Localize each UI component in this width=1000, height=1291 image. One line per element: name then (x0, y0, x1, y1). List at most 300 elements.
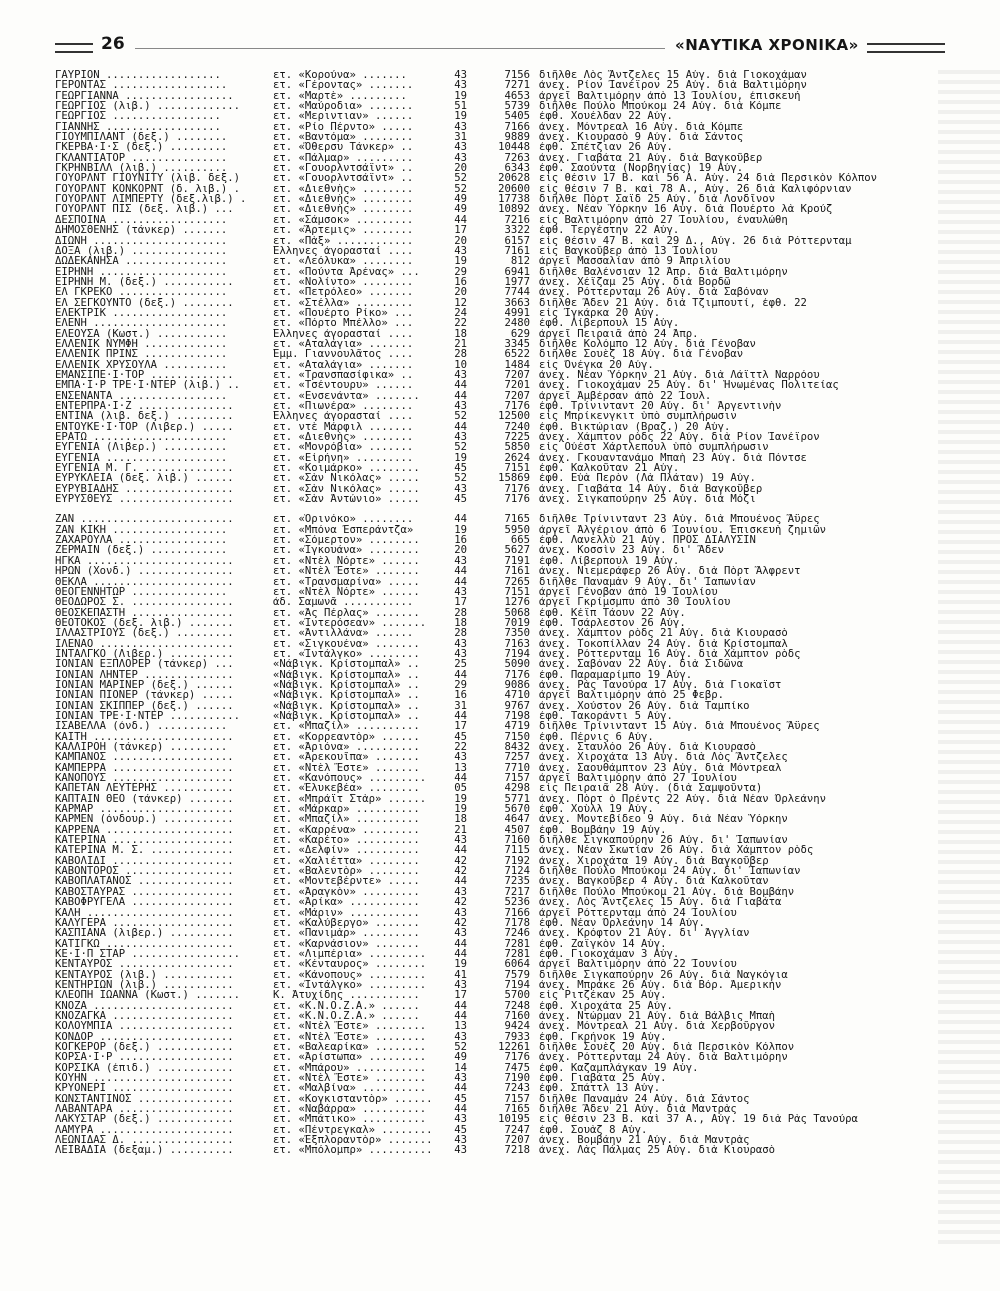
ship-name: ΙΟΝΙΑΝ ΠΙΟΝΕΡ (τάνκερ) ..... (55, 690, 234, 701)
agent: ετ. «Μπαζίλ» .......... (273, 721, 420, 732)
ship-name: ΚΟΝΔΟΡ ..................... (55, 1031, 234, 1042)
report: διῆλθε Σουὲζ 18 Αὐγ. διὰ Γένοβαν (539, 349, 744, 360)
agent: Ἐμμ. Γιαννουλᾶτος .... (273, 349, 414, 360)
report: ἀργεῖ Ἀμβέρσαν ἀπὸ 22 Ἰουλ. (539, 390, 712, 401)
ship-row (55, 566, 945, 576)
report: ἀνεχ. Μόντρεαλ 16 Αὐγ. διὰ Κόμπε (539, 121, 744, 133)
report: ἐφθ. Τρίνινταντ 20 Αὐγ. δι' Ἀργεντινὴν (539, 401, 782, 412)
report: ἐφθ. Καζαμπλάγκαν 19 Αὐγ. (539, 1062, 699, 1073)
report: ἀνεχ. Μπράκε 26 Αὐγ. διὰ Βόρ. Ἀμερικὴν (539, 979, 782, 991)
header-thin-rule (135, 48, 665, 49)
ship-row (55, 597, 945, 607)
report: ἐφθ. Βικτώριαν (Βραζ.) 20 Αὐγ. (539, 421, 731, 433)
report: ἀνεχ. Βομβάην 21 Αὐγ. διὰ Μαντρὰς (539, 1135, 750, 1146)
report: διῆλθε Βαλένσιαν 12 Ἀπρ. διὰ Βαλτιμόρην (539, 266, 788, 277)
report: ἐφθ. Γιαβάτα 25 Αὐγ. (539, 1073, 667, 1084)
year: 31 (454, 132, 467, 143)
ship-row (55, 835, 945, 845)
ship-name: ΘΕΟΓΕΝΝΗΤΩΡ ............... (55, 586, 228, 598)
year: 44 (454, 576, 467, 587)
tonnage: 9086 (504, 679, 530, 691)
year: 18 (454, 328, 467, 339)
report: εἰς Βαλτιμόρην ἀπὸ 27 Ἰουλίου, ἐναυλώθη (539, 214, 788, 226)
tonnage: 5068 (504, 607, 530, 618)
ship-row (55, 711, 945, 721)
ship-row (55, 514, 945, 524)
agent: ετ. «Ναβάρρα» .......... (273, 1104, 427, 1115)
tonnage: 7198 (504, 710, 530, 722)
ship-name: ΓΟΥΟΡΛΝΤ ΓΙΟΥΝΙΤΥ (λιβ. δεξ.) (55, 173, 240, 184)
ship-name: ΙΟΝΙΑΝ ΣΚΙΠΠΕΡ (δεξ.) ...... (55, 700, 234, 711)
year: 52 (454, 183, 467, 195)
agent: ετ. «Ἀς Πέρλας» ....... (273, 607, 420, 618)
tonnage: 5627 (504, 545, 530, 556)
ship-row (55, 370, 945, 380)
report: διῆλθε Παναμὰν 9 Αὐγ. δι' Ἰαπωνίαν (539, 576, 756, 587)
ship-name: ΓΚΕΡΒΑ·Ι·Σ (δεξ.) ......... (55, 142, 228, 153)
tonnage: 7163 (504, 638, 530, 649)
report: ἀνεχ. Κρόφτον 21 Αὐγ. δι' Ἀγγλίαν (539, 928, 750, 939)
tonnage: 7246 (504, 928, 530, 939)
ship-row (55, 649, 945, 659)
report: ἀνεχ. Κιουρασὸ 9 Αὐγ. διὰ Σάντος (539, 132, 744, 143)
ship-name: ΚΑΒΟΣΤΑΥΡΑΣ ................ (55, 886, 234, 898)
ship-row (55, 422, 945, 432)
tonnage: 9767 (504, 700, 530, 711)
ship-name: ΛΑΒΑΝΤΑΡΑ .................. (55, 1104, 234, 1115)
ship-name: ΚΟΓΚΕΡΟΡ (δεξ.) ............ (55, 1041, 234, 1053)
report: ἀνεχ. Γιαβάτα 14 Αὐγ. διὰ Βαγκοῦβερ (539, 483, 763, 495)
report: ἀργεῖ Ρόττερνταμ ἀπὸ 24 Ἰουλίου (539, 907, 737, 918)
ship-row (55, 1135, 945, 1145)
report: ἐφθ. Χιροχάτα 25 Αὐγ. (539, 1000, 673, 1011)
tonnage: 3663 (504, 297, 530, 308)
ship-name: ΕΛΕΚΤΡΙΚ .................. (55, 307, 228, 319)
report: εἰς θέσιν 17 Β. καὶ 56 Α. Αὐγ. 24 διὰ Περσικὸν Κόλπον (539, 173, 878, 184)
year: 16 (454, 535, 467, 546)
ship-row (55, 690, 945, 700)
report: ἀνεχ. Χιροχάτα 19 Αὐγ. διὰ Βαγκοῦβερ (539, 855, 769, 867)
tonnage: 7257 (504, 752, 530, 763)
ship-name: ΚΟΥΗΝ ...................... (55, 1073, 234, 1084)
ship-row (55, 1052, 945, 1062)
ship-name: ΚΑΒΟΠΛΑΤΑΝΟΣ ............... (55, 876, 234, 887)
year: 43 (454, 835, 467, 846)
agent: ετ. «Μοντεβέρντε» ..... (273, 876, 420, 887)
agent: ετ. «Γουορλντσάϊντ» .. (273, 163, 414, 174)
agent: ἀδ. Σαμωνᾶ ........... (273, 597, 414, 608)
year: 42 (454, 855, 467, 867)
ship-name: ΚΕΝΤΗΡΙΩΝ (λιβ.) ........... (55, 979, 234, 991)
ship-name: ΚΑΠΤΑΙΝ ΘΕΟ (τάνκερ) ....... (55, 793, 234, 805)
tonnage: 7194 (504, 648, 530, 660)
report: ἐφθ. Λίβερπουλ 15 Αὐγ. (539, 318, 680, 329)
tonnage: 7124 (504, 866, 530, 877)
tonnage: 5670 (504, 804, 530, 815)
ship-row (55, 91, 945, 101)
ship-name: ΙΝΤΑΛΓΚΟ (Λιβερ.) .......... (55, 648, 234, 660)
ship-name: ΕΜΑΝΣΙΠΕ·Ι·ΤΟΡ ............. (55, 369, 234, 381)
ship-name: ΚΑΒΟΝΤΟΡΟΣ ................. (55, 866, 234, 877)
ship-row (55, 535, 945, 545)
year: 16 (454, 276, 467, 288)
ship-name: ΚΑΡΜΕΝ (ὀνδουρ.) ........... (55, 814, 234, 825)
ship-row (55, 70, 945, 80)
year: 43 (454, 648, 467, 660)
agent: ετ. «Πόρτο Μπέλλο» ... (273, 318, 414, 329)
report: ἀνεχ. Κοσσὶν 23 Αὐγ. δι' Ἄδεν (539, 545, 724, 556)
ship-row (55, 173, 945, 183)
agent: ετ. «Καρνάσιον» ....... (273, 938, 420, 949)
report: ἀνεχ. Μοντεβίδεο 9 Αὐγ. διὰ Νέαν Ὑόρκην (539, 814, 788, 825)
report: ἀνεχ. Ρὰς Τανούρα 17 Αὐγ. διὰ Γιοκαΐστ (539, 679, 782, 691)
year: 42 (454, 866, 467, 877)
report: ἐφθ. Τσάρλεστον 26 Αὐγ. (539, 617, 686, 629)
year: 19 (454, 452, 467, 464)
report: ἐφθ. Τακοράντι 5 Αὐγ. (539, 710, 673, 722)
ship-row (55, 701, 945, 711)
year: 43 (454, 752, 467, 763)
tonnage: 7350 (504, 628, 530, 639)
tonnage: 7161 (504, 245, 530, 257)
ship-name: ΚΑΒΟΦΡΥΓΕΛΑ ................ (55, 897, 234, 908)
report: ἀνεχ. Νέαν Ὑόρκην 21 Αὐγ. διὰ Λάϊττλ Ναρρόου (539, 369, 820, 381)
agent: ετ. «Κ.Ν.Ο.Ζ.Α.» ...... (273, 1010, 420, 1022)
ship-name: ΕΜΠΑ·Ι·Ρ ΤΡΕ·Ι·ΝΤΕΡ (λιβ.) .. (55, 380, 240, 391)
tonnage: 7176 (504, 1052, 530, 1063)
page-header (55, 34, 945, 58)
tonnage: 6157 (504, 235, 530, 246)
tonnage: 7207 (504, 369, 530, 381)
tonnage: 15869 (498, 473, 530, 484)
report: εἰς Πειραιᾶ 28 Αὐγ. (διὰ Σαμψοῦντα) (539, 783, 763, 794)
ship-row (55, 184, 945, 194)
ship-row (55, 949, 945, 959)
year: 45 (454, 1093, 467, 1105)
report: ἀνεχ. Σταυλόο 26 Αὐγ. διὰ Κιουρασὸ (539, 742, 756, 753)
year: 43 (454, 1031, 467, 1042)
year: 52 (454, 442, 467, 453)
ship-name: ΕΛ ΓΚΡΕΚΟ ................. (55, 287, 228, 298)
agent: ετ. «Αταλάγια» ....... (273, 338, 414, 350)
year: 20 (454, 287, 467, 298)
report: διῆλθε Κολόμπο 12 Αὐγ. διὰ Γένοβαν (539, 338, 756, 350)
ship-name: ΕΛΕΝΗ ..................... (55, 318, 228, 329)
ship-row (55, 1125, 945, 1135)
agent: ετ. «Ἀριόνα» .......... (273, 742, 420, 753)
tonnage: 12261 (498, 1041, 530, 1053)
ship-row (55, 1042, 945, 1052)
report: διῆλθε Πὸρτ Σαΐδ 25 Αὐγ. διὰ Λονδῖνον (539, 194, 775, 205)
agent: ετ. «Κοιμάρκο» ........ (273, 463, 420, 474)
agent: ετ. «Μάρκαρ» .......... (273, 804, 420, 815)
report: ἀργεῖ Μασσαλίαν ἀπὸ 9 Ἀπριλίου (539, 256, 731, 267)
report: ἐφθ. Σαούντα (Νορβηγίας) 19 Αὐγ. (539, 163, 744, 174)
year: 17 (454, 225, 467, 236)
report: ἐφθ. Χουέλδαν 22 Αὐγ. (539, 111, 673, 122)
ship-row (55, 639, 945, 649)
agent: ετ. «Μπράϊτ Στὰρ» ...... (273, 793, 427, 805)
tonnage: 1977 (504, 276, 530, 288)
tonnage: 7176 (504, 483, 530, 495)
ship-movements-list (55, 70, 945, 1156)
ship-name: ΗΓΚΑ ....................... (55, 555, 234, 567)
ship-row (55, 1145, 945, 1155)
report: ἀνεχ. Τοκοπίλλαν 24 Αὐγ. διὰ Κρίστομπαλ (539, 638, 788, 649)
agent: ετ. «Ρίο Πέρντο» ..... (273, 121, 414, 133)
year: 43 (454, 638, 467, 649)
tonnage: 5850 (504, 442, 530, 453)
report: ἀργεῖ Βαλτιμόρην ἀπὸ 13 Ἰουλίου, ἐπισκευή (539, 90, 801, 102)
agent: ετ. «Πουέρτο Ρίκο» ... (273, 307, 414, 319)
ship-row (55, 463, 945, 473)
year: 45 (454, 731, 467, 742)
agent: ετ. «Ντὲλ Νόρτε» ...... (273, 555, 420, 567)
tonnage: 6064 (504, 959, 530, 970)
tonnage: 7933 (504, 1031, 530, 1042)
ship-row (55, 236, 945, 246)
year: 42 (454, 917, 467, 929)
tonnage: 17738 (498, 194, 530, 205)
agent: ετ. «Χαλιέττα» ........ (273, 855, 420, 867)
ship-name: ΓΕΩΡΓΙΑΝΝΑ ................. (55, 90, 234, 102)
ship-name: ΚΑΛΗ ....................... (55, 907, 234, 918)
ship-row (55, 142, 945, 152)
tonnage: 4647 (504, 814, 530, 825)
agent: ετ. «Ἀρίκα» ........... (273, 897, 420, 908)
ship-row (55, 773, 945, 783)
ship-name: ΔΗΜΟΣΘΕΝΗΣ (τάνκερ) ....... (55, 225, 228, 236)
year: 43 (454, 586, 467, 598)
ship-name: ΚΑΤΕΡΙΝΑ Μ. Σ. ............. (55, 845, 234, 856)
year: 43 (454, 432, 467, 443)
agent: ετ. «Μπάρου» ........... (273, 1062, 427, 1073)
ship-row (55, 939, 945, 949)
agent: Ἕλληνες ἀγορασταί .... (273, 245, 414, 257)
tonnage: 7579 (504, 969, 530, 980)
agent: ετ. «Ἰντάλγκο» ........ (273, 648, 420, 660)
year: 17 (454, 597, 467, 608)
year: 45 (454, 463, 467, 474)
ship-name: ΙΟΝΙΑΝ ΤΡΕ·Ι·ΝΤΕΡ ........... (55, 710, 240, 722)
agent: ετ. «Ἰγκουάνα» ........ (273, 545, 420, 556)
report: ἀργεῖ Βαλτιμόρην ἀπὸ 22 Ἰουνίου (539, 959, 737, 970)
agent: ετ. «Ντὲλ Ἔστε» ........ (273, 1031, 427, 1042)
agent: ετ. «Λεόλυκα» ........ (273, 256, 414, 267)
tonnage: 7192 (504, 855, 530, 867)
year: 43 (454, 1135, 467, 1146)
agent: ετ. «Ἀραγκὸν» ......... (273, 886, 420, 898)
year: 44 (454, 1104, 467, 1115)
year: 19 (454, 90, 467, 102)
agent: ετ. «Αταλάγια» ....... (273, 359, 414, 370)
ship-name: ΕΙΡΗΝΗ .................... (55, 266, 228, 277)
tonnage: 665 (510, 535, 530, 546)
year: 52 (454, 411, 467, 422)
year: 44 (454, 380, 467, 391)
ship-name: ΙΣΑΒΕΛΛΑ (ὀνδ.) ........... (55, 721, 228, 732)
tonnage: 6522 (504, 349, 530, 360)
year: 24 (454, 307, 467, 319)
ship-row (55, 308, 945, 318)
tonnage: 5700 (504, 990, 530, 1001)
report: ἐφθ. Νέαν Ὀρλεάνην 14 Αὐγ. (539, 917, 705, 929)
ship-name: ΕΛΛΕΝΙΚ ΠΡΙΝΣ ............. (55, 349, 228, 360)
agent: Ἕλληνες ἀγορασταί .... (273, 411, 414, 422)
report: ἀνεχ. Λὰς Πάλμας 25 Αὐγ. διὰ Κιουρασὸ (539, 1145, 775, 1156)
ship-name: ΓΟΥΟΡΛΝΤ ΛΙΜΠΕΡΤΥ (δεξ.λιβ.) . (55, 194, 247, 205)
report: ἀνεχ. Ρόττερνταμ 24 Αὐγ. διὰ Βαλτιμόρην (539, 1052, 788, 1063)
agent: Ἕλληνες ἀγορασταί .... (273, 328, 414, 339)
report: ἐφθ. Σπάττλ 13 Αὐγ. (539, 1083, 661, 1094)
ship-name: ΕΡΑΤΩ ..................... (55, 432, 228, 443)
year: 29 (454, 679, 467, 691)
ship-row (55, 360, 945, 370)
tonnage: 7710 (504, 762, 530, 774)
agent: ετ. «Ντὲλ Ἔστε» ....... (273, 566, 420, 577)
year: 44 (454, 845, 467, 856)
year: 18 (454, 617, 467, 629)
ship-name: ΚΑΤΕΡΙΝΑ ................... (55, 835, 234, 846)
ship-name: ΚΩΝΣΤΑΝΤΙΝΟΣ ............... (55, 1093, 234, 1105)
agent: ετ. «Διεθνὴς» ........ (273, 183, 414, 195)
ship-row (55, 628, 945, 638)
tonnage: 7217 (504, 886, 530, 898)
ship-name: ΕΥΡΥΒΙΑΔΗΣ ................. (55, 483, 234, 495)
year: 43 (454, 483, 467, 495)
year: 43 (454, 121, 467, 133)
agent: ετ. «Σὰν Νικόλας» ..... (273, 483, 420, 495)
report: ἀνεχ. Βαγκοῦβερ 4 Αὐγ. διὰ Καλκοῦταν (539, 876, 769, 887)
year: 44 (454, 390, 467, 401)
ship-name: ΓΟΥΟΡΛΝΤ ΚΟΝΚΟΡΝΤ (δ. λιβ.) . (55, 183, 240, 195)
year: 44 (454, 948, 467, 960)
report: διῆλθε Σουὲζ 20 Αὐγ. διὰ Περσικὸν Κόλπον (539, 1041, 795, 1053)
ship-name: ΕΥΓΕΝΙΑ (Λιβερ.) .......... (55, 442, 228, 453)
ship-name: ΘΕΚΛΑ ...................... (55, 576, 234, 587)
ship-name: ΕΥΡΥΚΛΕΙΑ (δεξ. λιβ.) ...... (55, 473, 234, 484)
ship-row (55, 1021, 945, 1031)
ship-row (55, 814, 945, 824)
ship-name: ΘΕΟΣΚΕΠΑΣΤΗ ................ (55, 607, 234, 618)
tonnage: 7151 (504, 463, 530, 474)
tonnage: 7240 (504, 421, 530, 433)
year: 12 (454, 297, 467, 308)
ship-row (55, 525, 945, 535)
report: ἐφθ. Γιοκοχάμαν 3 Αὐγ. (539, 948, 680, 960)
ship-name: ΘΕΟΤΟΚΟΣ (δεξ. λιβ.) ....... (55, 617, 234, 629)
ship-name: ΓΑΥΡΙΟΝ .................. (55, 70, 221, 81)
tonnage: 5739 (504, 101, 530, 112)
ship-name: ΕΝΣΕΝΑΝΤΑ ................. (55, 390, 228, 401)
ship-name: ΕΥΡΥΣΘΕΥΣ .................. (55, 494, 234, 505)
tonnage: 8432 (504, 742, 530, 753)
ship-name: ΕΛΛΕΝΙΚ ΧΡΥΣΟΥΛΑ .......... (55, 359, 228, 370)
tonnage: 7744 (504, 287, 530, 298)
report: εἰς θέσιν 47 Β. καὶ 29 Δ., Αὐγ. 26 διὰ Ρόττερνταμ (539, 235, 852, 246)
report: ἐφθ. Ζαϊγκὸν 14 Αὐγ. (539, 938, 667, 949)
agent: ετ. «Ντὲλ Ἔστε» ........ (273, 1021, 427, 1032)
report: ἐφθ. Παραμαρίμπο 19 Αὐγ. (539, 669, 693, 680)
year: 44 (454, 1083, 467, 1094)
ship-name: ΚΡΥΟΝΕΡΙ ................... (55, 1083, 234, 1094)
report: ἐφθ. Τεργέστην 22 Αὐγ. (539, 225, 680, 236)
ship-row (55, 752, 945, 762)
agent: ετ. «Σάμσοκ» ......... (273, 214, 414, 226)
tonnage: 7151 (504, 586, 530, 598)
tonnage: 7161 (504, 566, 530, 577)
agent: ετ. «Διεθνὴς» ........ (273, 194, 414, 205)
agent: ετ. «Ἀντιλλάνα» ...... (273, 628, 414, 639)
year: 44 (454, 669, 467, 680)
ship-name: ΚΝΟΖΑ ...................... (55, 1000, 234, 1011)
tonnage: 7248 (504, 1000, 530, 1011)
tonnage: 7281 (504, 948, 530, 960)
agent: ετ. «Ὁρινόκο» ........ (273, 514, 414, 525)
ship-row (55, 670, 945, 680)
agent: ετ. «Καλύβεργο» ....... (273, 917, 420, 929)
ship-name: ΗΡΩΝ (Χονδ.) ............... (55, 566, 234, 577)
report: ἀνεχ. Νιεμεράφερ 26 Αὐγ. διὰ Πὸρτ Ἄλφρεντ (539, 566, 801, 577)
ship-name: ΛΑΜΥΡΑ ..................... (55, 1124, 234, 1136)
report: ἐφθ. Βομβάην 19 Αὐγ. (539, 824, 667, 836)
agent: ετ. «Διεθνὴς» ........ (273, 204, 414, 215)
ship-row (55, 132, 945, 142)
tonnage: 4507 (504, 824, 530, 836)
ship-name: ΙΟΝΙΑΝ ΕΞΠΛΟΡΕΡ (τάνκερ) ... (55, 659, 234, 670)
agent: ετ. «Μαύροδια» ....... (273, 101, 414, 112)
tonnage: 7207 (504, 390, 530, 401)
ship-row (55, 980, 945, 990)
report: ἀνεχ. Ρίον Ἰανέϊρον 25 Αὐγ. διὰ Βαλτιμόρην (539, 80, 807, 91)
agent: «Νάβιγκ. Κρίστομπαλ» .. (273, 690, 420, 701)
ship-name: ΚΑΡΜΑΡ ..................... (55, 804, 234, 815)
agent: ετ. «Καρρένα» ......... (273, 824, 420, 836)
tonnage: 6941 (504, 266, 530, 277)
ship-name: ΓΕΩΡΓΙΟΣ (λιβ.) ............. (55, 101, 240, 112)
agent: ετ. «Μάριν» ........... (273, 907, 420, 918)
ship-row (55, 391, 945, 401)
ship-row (55, 1094, 945, 1104)
year: 43 (454, 555, 467, 567)
report: διῆλθε Σιγκαπούρην 26 Αὐγ. δι' Ἰαπωνίαν (539, 835, 788, 846)
year: 44 (454, 566, 467, 577)
tonnage: 20628 (498, 173, 530, 184)
ship-row (55, 329, 945, 339)
ship-row (55, 163, 945, 173)
year: 43 (454, 369, 467, 381)
ship-name: ΚΑΤΙΓΚΩ .................... (55, 938, 234, 949)
show-through-text (938, 70, 1000, 1250)
tonnage: 1276 (504, 597, 530, 608)
ship-name: ΙΛΕΝΑΟ ..................... (55, 638, 234, 649)
tonnage: 7157 (504, 1093, 530, 1105)
ship-name: ΖΑΝ ΚΙΚΗ .................. (55, 524, 228, 536)
ship-name: ΕΝΤΕΡΠΡΑ·Ι·Ζ ............... (55, 401, 234, 412)
tonnage: 5950 (504, 524, 530, 536)
report: διῆλθε Πούλο Μπούκομ 24 Αὐγ. διὰ Κόμπε (539, 101, 782, 112)
year: 05 (454, 783, 467, 794)
agent: ετ. «Πέντρεγκαλ» ........ (273, 1124, 433, 1136)
agent: ετ. «Μπαζίλ» .......... (273, 814, 420, 825)
agent: ετ. «Ἄρτεμις» ........ (273, 225, 414, 236)
report: ἐφθ. Σουὰζ 8 Αὐγ. (539, 1124, 648, 1136)
ship-row (55, 225, 945, 235)
ship-row (55, 453, 945, 463)
ship-name: ΚΑΛΥΓΕΡΑ ................... (55, 917, 234, 929)
tonnage: 5090 (504, 659, 530, 670)
ship-name: ΔΟΞΑ (λιβ.) ............... (55, 245, 228, 257)
